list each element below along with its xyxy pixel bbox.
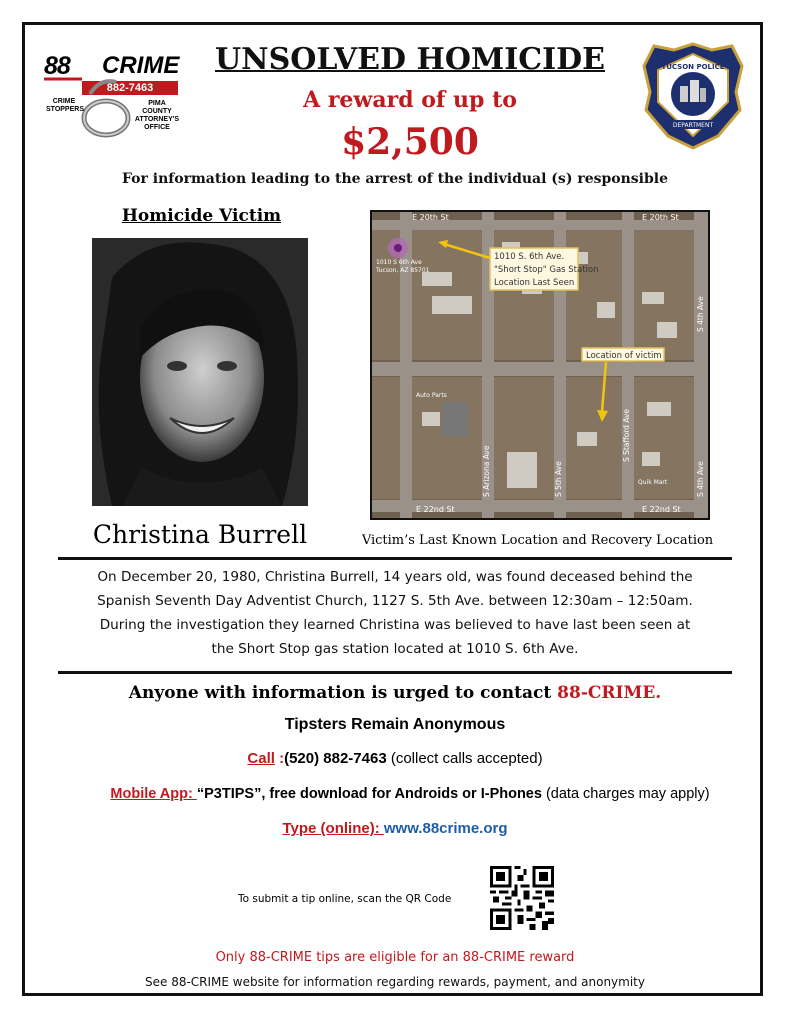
street-label: S 5th Ave — [554, 461, 563, 497]
location-map — [370, 210, 710, 520]
contact-lead-end: . — [655, 683, 662, 703]
mobile-value: “P3TIPS”, free download for Androids or I-Phones — [196, 786, 542, 802]
anonymous-note: Tipsters Remain Anonymous — [284, 716, 506, 733]
description-line: the Short Stop gas station located at 1010 S. 6th Ave. — [211, 641, 579, 657]
qr-code[interactable] — [490, 866, 554, 930]
contact-lead-brand: 88-CRIME — [557, 683, 656, 703]
reward-eligibility: Only 88-CRIME tips are eligible for an 88-CRIME reward — [215, 950, 575, 965]
victim-portrait-image — [92, 238, 308, 506]
street-label: E 20th St — [642, 213, 679, 222]
badge-top-text: TUCSON POLICE — [661, 63, 725, 71]
call-note: (collect calls accepted) — [386, 750, 543, 767]
callout-address: 1010 S. 6th Ave. — [494, 252, 565, 262]
logo-left-caption: CRIME STOPPERS — [46, 98, 84, 113]
qr-code-icon — [490, 866, 554, 930]
badge-bottom-text: DEPARTMENT — [672, 122, 714, 129]
divider — [58, 671, 732, 674]
victim-name: Christina Burrell — [92, 520, 308, 549]
mobile-label: Mobile App: — [110, 786, 197, 802]
map-caption: Victim’s Last Known Location and Recovery Location — [361, 533, 714, 548]
aerial-map-image — [372, 212, 708, 518]
case-description — [58, 565, 732, 661]
callout-last-seen: Location Last Seen — [494, 278, 575, 288]
qr-note: To submit a tip online, scan the QR Code — [238, 893, 452, 905]
map-label: Quik Mart — [638, 479, 668, 486]
mobile-app-line — [40, 786, 780, 802]
street-label: E 22nd St — [642, 505, 681, 514]
logo-word: CRIME — [102, 52, 180, 79]
reward-amount: $2,500 — [341, 121, 479, 163]
pin-label: 1010 S 6th Ave — [376, 259, 422, 266]
street-label: S 4th Ave — [696, 296, 705, 332]
street-label: S 4th Ave — [696, 461, 705, 497]
contact-lead — [58, 683, 732, 703]
pin-label: Tucson, AZ 85701 — [376, 267, 430, 274]
street-label: E 22nd St — [416, 505, 455, 514]
victim-photo — [92, 238, 308, 506]
reward-line: A reward of up to — [303, 87, 517, 113]
description-line: During the investigation they learned Christina was believed to have last been seen at — [99, 617, 691, 633]
map-label: Auto Parts — [416, 392, 447, 399]
type-label: Type (online): — [282, 820, 384, 837]
street-label: S Stafford Ave — [622, 408, 631, 462]
website-note: See 88-CRIME website for information regarding rewards, payment, and anonymity — [145, 975, 645, 989]
page-title: UNSOLVED HOMICIDE — [214, 42, 606, 77]
street-label: E 20th St — [412, 213, 449, 222]
logo-right-caption: PIMA COUNTY ATTORNEY'S OFFICE — [134, 100, 180, 131]
type-online-line — [58, 820, 732, 837]
contact-lead-text: Anyone with information is urged to contact — [128, 683, 558, 703]
description-line: On December 20, 1980, Christina Burrell, 14 years old, was found deceased behind the — [97, 569, 693, 585]
call-number[interactable]: (520) 882-7463 — [284, 750, 387, 767]
website-link[interactable]: www.88crime.org — [383, 820, 508, 837]
logo-number: 88 — [44, 52, 70, 80]
call-line — [58, 750, 732, 767]
reward-info: For information leading to the arrest of the individual (s) responsible — [122, 171, 668, 187]
street-label: S Arizona Ave — [482, 445, 491, 497]
logo-phone: 882-7463 — [82, 81, 178, 95]
crime-stoppers-logo — [42, 48, 182, 140]
call-label: Call — [247, 750, 275, 767]
divider — [58, 557, 732, 560]
victim-label: Homicide Victim — [121, 206, 282, 226]
description-line: Spanish Seventh Day Adventist Church, 1127 S. 5th Ave. between 12:30am – 12:50am. — [97, 593, 693, 609]
tucson-police-badge — [640, 40, 746, 152]
callout-station: "Short Stop" Gas Station — [494, 265, 599, 275]
call-separator: : — [274, 750, 285, 767]
mobile-note: (data charges may apply) — [541, 786, 710, 802]
callout-victim: Location of victim — [586, 351, 662, 361]
police-badge-icon — [640, 40, 746, 152]
